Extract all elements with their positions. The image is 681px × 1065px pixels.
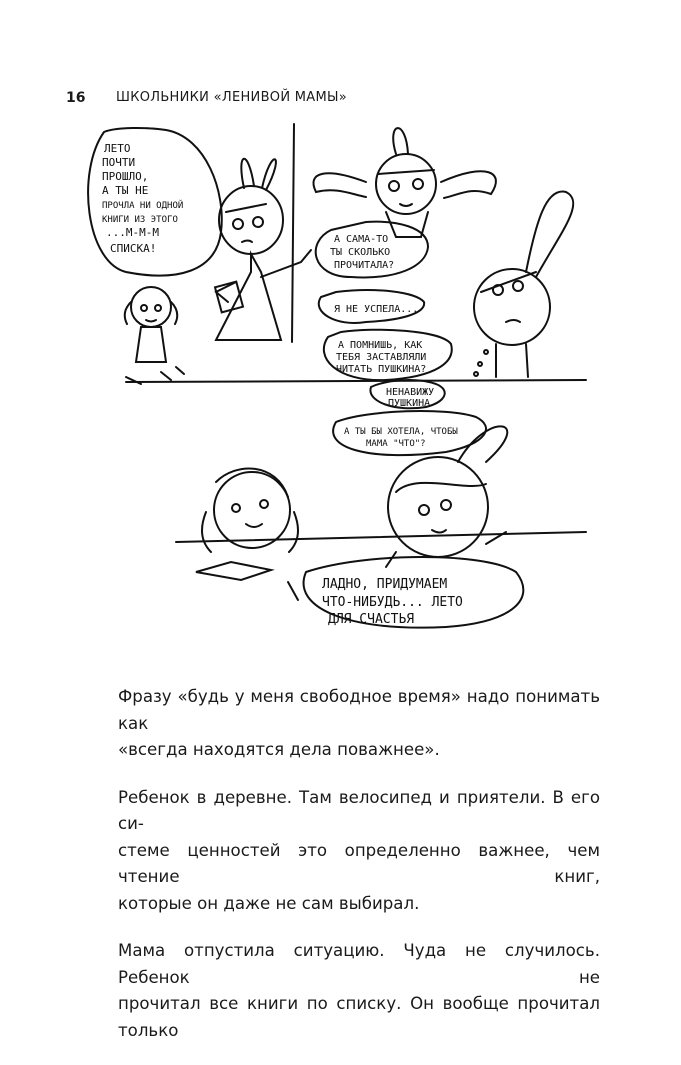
paragraph-line: которые он даже не сам выбирал.	[118, 893, 420, 913]
bubble-7-line-3: ДЛЯ СЧАСТЬЯ	[328, 612, 415, 627]
bubble-1-line-6: КНИГИ ИЗ ЭТОГО	[102, 215, 178, 225]
bubble-4-line-2: ТЕБЯ ЗАСТАВЛЯЛИ	[336, 352, 427, 363]
wall-line	[292, 124, 294, 342]
bubble-3-line-1: Я НЕ УСПЕЛА...	[334, 304, 419, 315]
mom-bottom-head	[388, 457, 488, 557]
paragraph-line: Ребенок в деревне. Там велосипед и приятели. В его си-	[118, 787, 600, 833]
angel-wing-left	[313, 173, 366, 197]
bubble-2-line-1: А САМА-ТО	[334, 234, 389, 245]
paragraph-2	[118, 785, 600, 918]
paragraph-1	[118, 684, 600, 764]
paragraph-line: стеме ценностей это определенно важнее, чем чтение книг,	[118, 840, 600, 886]
bubble-6-line-1: А ТЫ БЫ ХОТЕЛА, ЧТОБЫ	[344, 427, 458, 437]
paragraph-line: прочитал все книги по списку. Он вообще прочитал только	[118, 994, 600, 1040]
body-text	[118, 684, 600, 1065]
bubble-5-line-2: ПУШКИНА	[388, 398, 431, 409]
angel-wing-right	[441, 171, 496, 198]
mom-dress	[216, 254, 281, 340]
bubble-6-line-2: МАМА "ЧТО"?	[366, 439, 426, 449]
bubble-1-line-3: ПРОШЛО,	[102, 170, 149, 183]
paragraph-line: Мама отпустила ситуацию. Чуда не случилось. Ребенок не	[118, 941, 600, 987]
bubble-1-line-8: СПИСКА!	[110, 242, 157, 255]
floor-line	[126, 380, 586, 382]
running-title: ШКОЛЬНИКИ «ЛЕНИВОЙ МАМЫ»	[116, 90, 348, 105]
mom-head	[219, 186, 283, 254]
bubble-4-line-3: ЧИТАТЬ ПУШКИНА?	[336, 364, 427, 375]
comic-svg	[66, 112, 626, 642]
paper	[196, 562, 271, 580]
bubble-1-line-5: ПРОЧЛА НИ ОДНОЙ	[102, 201, 184, 211]
paragraph-line: «всегда находятся дела поважнее».	[118, 740, 440, 759]
bubble-1-line-4: А ТЫ НЕ	[102, 184, 149, 197]
comic-illustration	[66, 112, 626, 642]
bubble-1-line-1: ЛЕТО	[104, 142, 131, 155]
page-number: 16	[66, 90, 86, 106]
bubble-7-line-2: ЧТО-НИБУДЬ... ЛЕТО	[322, 595, 463, 610]
bubble-5-line-1: НЕНАВИЖУ	[386, 387, 435, 398]
bubble-2-line-3: ПРОЧИТАЛА?	[334, 260, 395, 271]
paragraph-3	[118, 938, 600, 1044]
mom-right-bun	[526, 192, 573, 277]
bubble-4-line-1: А ПОМНИШЬ, КАК	[338, 340, 423, 351]
bubble-2-line-2: ТЫ СКОЛЬКО	[330, 247, 391, 258]
page-header	[0, 90, 681, 110]
bubble-1-line-7: ...М-М-М	[106, 226, 159, 239]
paragraph-line: Фразу «будь у меня свободное время» надо понимать как	[118, 687, 600, 733]
girl-bottom-head	[214, 472, 290, 548]
table-line	[176, 532, 586, 542]
bubble-1-line-2: ПОЧТИ	[102, 156, 136, 169]
bubble-7-line-1: ЛАДНО, ПРИДУМАЕМ	[322, 577, 448, 592]
